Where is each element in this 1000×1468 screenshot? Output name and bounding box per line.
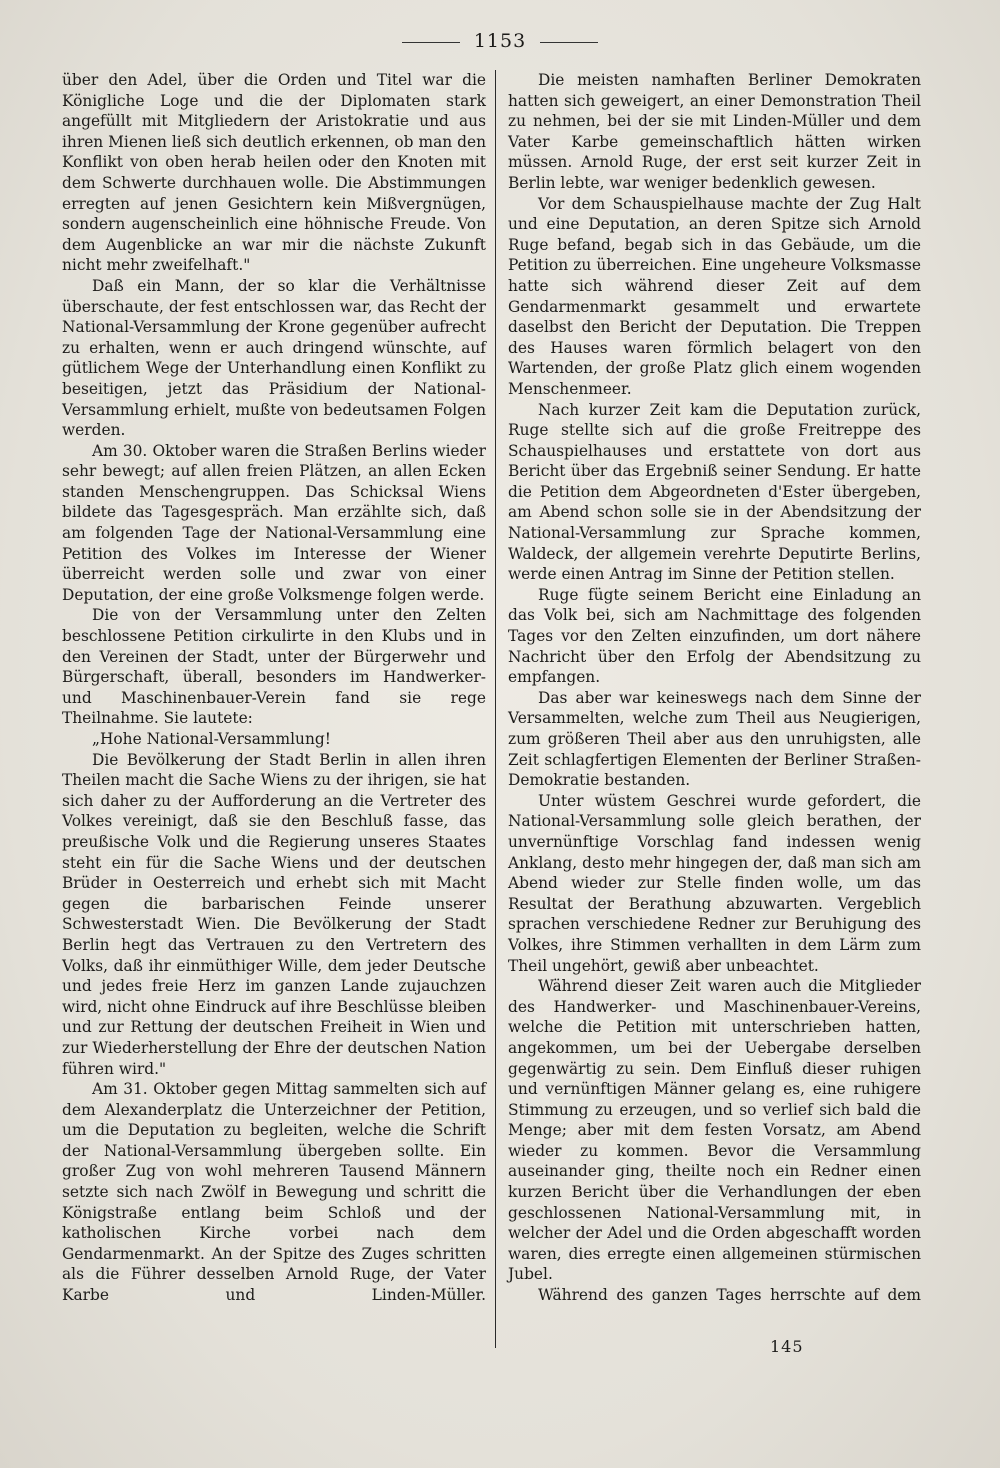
paragraph: Während des ganzen Tages herrschte auf dem bbox=[538, 1286, 921, 1305]
petition-text: Die Bevölkerung der Stadt Berlin in allen ihren Theilen macht die Sache Wiens zu der ihrigen, sie hat sich daher zu der Aufforderung an die Vertreter des Volkes vereinigt, daß sie den Beschluß fasse, das preußische Volk und die Regierung unseres Staates steht ein für die Sache Wiens und der deutschen Brüder in Oesterreich und erhebt sich mit Macht gegen die barbarischen Feinde unserer Schwesterstadt Wien. Die Bevölkerung der Stadt Berlin hegt das Vertrauen zu den Vertretern des Volks, daß ihr einmüthiger Wille, dem jeder Deutsche und jedes freie Herz im ganzen Lande zujauchzen wird, nicht ohne Eindruck auf ihre Beschlüsse bleiben und zur Rettung der deutschen Freiheit in Wien und zur Wiederherstellung der Ehre der deutschen Nation führen wird." bbox=[62, 750, 486, 1078]
right-column bbox=[508, 70, 921, 1306]
paragraph: Am 30. Oktober waren die Straßen Berlins wieder sehr bewegt; auf allen freien Plätzen, an allen Ecken standen Menschengruppen. Das Schicksal Wiens bildete das Tagesgespräch. Man erzählte sich, daß am folgenden Tage der National-Versammlung eine Petition des Volkes im Interesse der Wiener überreicht werden solle und zwar von einer Deputation, der eine große Volksmenge folgen werde. bbox=[62, 441, 486, 604]
paragraph: Ruge fügte seinem Bericht eine Einladung an das Volk bei, sich am Nachmittage des folgenden Tages vor den Zelten einzufinden, um dort nähere Nachricht über den Erfolg der Abendsitzung zu empfangen. bbox=[508, 585, 921, 687]
paragraph: über den Adel, über die Orden und Titel war die Königliche Loge und die der Diplomaten stark angefüllt mit Mitgliedern der Aristokratie und aus ihren Mienen ließ sich deutlich erkennen, ob man den Konflikt von oben herab heilen oder den Knoten mit dem Schwerte durchhauen wolle. Die Abstimmungen erregten auf jenen Gesichtern kein Mißvergnügen, sondern augenscheinlich eine höhnische Freude. Von dem Augenblicke an war mir die nächste Zukunft nicht mehr zweifelhaft." bbox=[62, 71, 486, 275]
paragraph: Die meisten namhaften Berliner Demokraten hatten sich geweigert, an einer Demonstration Theil zu nehmen, bei der sie mit Linden-Müller und dem Vater Karbe gemeinschaftlich hätten wirken müssen. Arnold Ruge, der erst seit kurzer Zeit in Berlin lebte, war weniger bedenklich gewesen. bbox=[508, 71, 921, 192]
paragraph: Daß ein Mann, der so klar die Verhältnisse überschaute, der fest entschlossen war, das Recht der National-Versammlung der Krone gegenüber aufrecht zu erhalten, wenn er auch dringend wünschte, auf gütlichem Wege der Unterhandlung einen Konflikt zu beseitigen, jetzt das Präsidium der National-Versammlung erhielt, mußte von bedeutsamen Folgen werden. bbox=[62, 276, 486, 440]
paragraph: Die von der Versammlung unter den Zelten beschlossene Petition cirkulirte in den Klubs und in den Vereinen der Stadt, unter der Bürgerwehr und Bürgerschaft, überall, besonders im Handwerker- und Maschinenbauer-Verein fand sie rege Theilnahme. Sie lautete: bbox=[62, 606, 486, 728]
petition-salutation: „Hohe National-Versammlung! bbox=[92, 730, 331, 748]
printer-signature: 145 bbox=[770, 1337, 804, 1356]
column-divider bbox=[495, 70, 496, 1348]
paragraph: Am 31. Oktober gegen Mittag sammelten sich auf dem Alexanderplatz die Unterzeichner der Petition, um die Deputation zu begleiten, welche die Schrift der National-Versammlung übergeben sollte. Ein großer Zug von wohl mehreren Tausend Männern setzte sich nach Zwölf in Bewegung und schritt die Königstraße entlang beim Schloß und der katholischen Kirche vorbei nach dem Gendarmenmarkt. An der Spitze des Zuges schritten als die Führer desselben Arnold Ruge, der Vater Karbe und Linden-Müller. bbox=[62, 1080, 486, 1305]
header-rule-left bbox=[402, 42, 460, 43]
paragraph: Vor dem Schauspielhause machte der Zug Halt und eine Deputation, an deren Spitze sich Arnold Ruge befand, begab sich in das Gebäude, um die Petition zu überreichen. Eine ungeheure Volksmasse hatte sich während dieser Zeit auf dem Gendarmenmarkt gesammelt und erwartete daselbst den Bericht der Deputation. Die Treppen des Hauses waren förmlich belagert von den Wartenden, der große Platz glich einem wogenden Menschenmeer. bbox=[508, 194, 921, 398]
page-number: 1153 bbox=[473, 30, 527, 52]
paragraph: Das aber war keineswegs nach dem Sinne der Versammelten, welche zum Theil aus Neugierigen, zum größeren Theil aber aus den unruhigsten, alle Zeit schlagfertigen Elementen der Berliner Straßen-Demokratie bestanden. bbox=[508, 688, 921, 790]
paragraph: Nach kurzer Zeit kam die Deputation zurück, Ruge stellte sich auf die große Freitreppe des Schauspielhauses und erstattete von dort aus Bericht über das Ergebniß seiner Sendung. Er hatte die Petition dem Abgeordneten d'Ester übergeben, am Abend schon solle sie in der Abendsitzung der National-Versammlung zur Sprache kommen, Waldeck, der allgemein verehrte Deputirte Berlins, werde einen Antrag im Sinne der Petition stellen. bbox=[508, 400, 921, 584]
header-rule-right bbox=[540, 42, 598, 43]
page-header bbox=[0, 30, 1000, 52]
paragraph: Während dieser Zeit waren auch die Mitglieder des Handwerker- und Maschinenbauer-Vereins, welche die Petition mit unterschrieben hatten, angekommen, um bei der Uebergabe derselben gegenwärtig zu sein. Dem Einfluß dieser ruhigen und vernünftigen Männer gelang es, eine ruhigere Stimmung zu erzeugen, und so verlief sich bald die Menge; aber mit dem festen Vorsatz, am Abend wieder zu kommen. Bevor die Versammlung auseinander ging, theilte noch ein Redner einen kurzen Bericht über die Verhandlungen der eben geschlossenen National-Versammlung mit, in welcher der Adel und die Orden abgeschafft worden waren, dies erregte einen allgemeinen stürmischen Jubel. bbox=[508, 977, 921, 1284]
left-column bbox=[62, 70, 486, 1306]
paragraph: Unter wüstem Geschrei wurde gefordert, die National-Versammlung solle gleich berathen, der unvernünftige Vorschlag fand indessen wenig Anklang, desto mehr hingegen der, daß man sich am Abend wieder zur Stelle finden wolle, um das Resultat der Berathung abzuwarten. Vergeblich sprachen verschiedene Redner zur Beruhigung des Volkes, ihre Stimmen verhallten in dem Lärm zum Theil ungehört, gewiß aber unbeachtet. bbox=[508, 791, 921, 975]
